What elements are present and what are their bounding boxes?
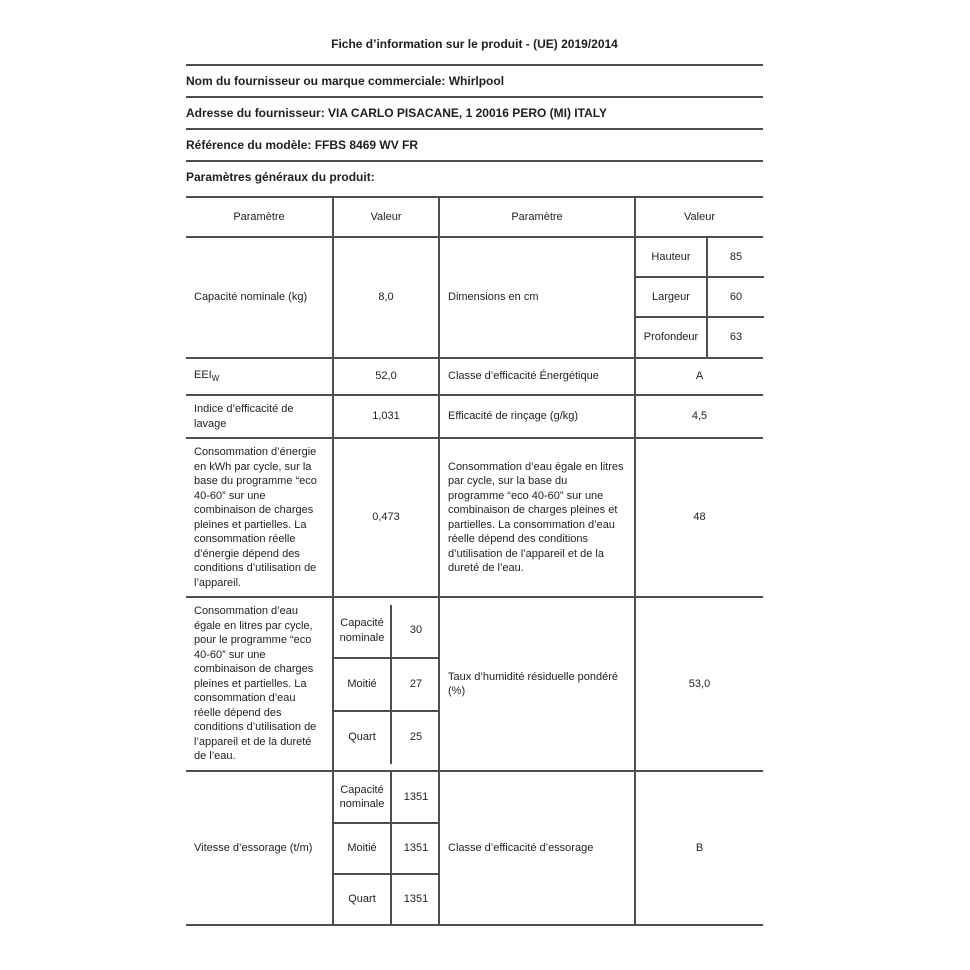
load-label: Capacité nominale (334, 605, 391, 658)
load-label: Capacité nominale (334, 772, 391, 823)
energy-consumption-label: Consommation d’énergie en kWh par cycle, sur la base du programme “eco 40-60” sur une combinaison de charges pleines et partielles. La consommation réelle d’énergie dépend des conditions d’utilisation de l’appareil. (186, 438, 333, 597)
eei-label-base: EEI (194, 369, 212, 382)
spin-class-label: Classe d’efficacité d’essorage (439, 771, 635, 925)
dimension-label: Hauteur (636, 238, 707, 277)
eei-label-subscript: W (211, 374, 220, 384)
load-label: Quart (334, 711, 391, 764)
wash-index-label: Indice d’efficacité de lavage (186, 395, 333, 438)
capacity-value: 8,0 (333, 237, 439, 358)
rinse-efficiency-value: 4,5 (635, 395, 763, 438)
doc-title: Fiche d’information sur le produit - (UE) 2019/2014 (186, 0, 763, 66)
water-per-load-label: Consommation d’eau égale en litres par cycle, pour le programme “eco 40-60” sur une combinaison de charges pleines et partielles. La consommation d’eau réelle dépend des conditions d’utilisation de l’appareil et de la dureté de l’eau. (186, 597, 333, 771)
load-row (334, 772, 440, 823)
load-row (334, 823, 440, 874)
energy-class-label: Classe d’efficacité Énergétique (439, 358, 635, 395)
table-header-row (186, 197, 763, 237)
row-wash-index (186, 395, 763, 438)
residual-humidity-value: 53,0 (635, 597, 763, 771)
dimensions-subtable-cell (635, 237, 763, 358)
row-spin-speed (186, 771, 763, 925)
spin-loads-subtable-cell (333, 771, 439, 925)
header-value-2: Valeur (635, 197, 763, 237)
wash-index-value: 1,031 (333, 395, 439, 438)
row-capacity-dimensions (186, 237, 763, 358)
spin-loads-subtable (334, 772, 440, 924)
header-value-1: Valeur (333, 197, 439, 237)
row-energy-water-consumption (186, 438, 763, 597)
section-heading: Paramètres généraux du produit: (186, 170, 375, 184)
dimension-row (636, 317, 764, 357)
load-value: 25 (391, 711, 440, 764)
load-value: 30 (391, 605, 440, 658)
dimension-label: Largeur (636, 277, 707, 317)
header-parameter-2: Paramètre (439, 197, 635, 237)
energy-class-value: A (635, 358, 763, 395)
residual-humidity-label: Taux d’humidité résiduelle pondéré (%) (439, 597, 635, 771)
energy-consumption-value: 0,473 (333, 438, 439, 597)
capacity-label: Capacité nominale (kg) (186, 237, 333, 358)
dimension-value: 63 (707, 317, 764, 357)
address-line: Adresse du fournisseur: VIA CARLO PISACANE, 1 20016 PERO (MI) ITALY (186, 98, 763, 130)
load-row (334, 711, 440, 764)
water-consumption-label: Consommation d’eau égale en litres par cycle, sur la base du programme “eco 40-60” sur une combinaison de charges pleines et partielles. La consommation d’eau réelle dépend des conditions d’utilisation de l’appareil et de la dureté de l’eau. (439, 438, 635, 597)
eei-value: 52,0 (333, 358, 439, 395)
water-consumption-value: 48 (635, 438, 763, 597)
header-parameter-1: Paramètre (186, 197, 333, 237)
load-row (334, 874, 440, 924)
supplier-line: Nom du fournisseur ou marque commerciale: Whirlpool (186, 66, 763, 98)
eei-label (186, 358, 333, 395)
load-value: 1351 (391, 772, 440, 823)
dimension-row (636, 277, 764, 317)
parameters-table (186, 196, 763, 926)
dimension-value: 85 (707, 238, 764, 277)
product-fiche (186, 0, 763, 926)
dimension-row (636, 238, 764, 277)
dimension-value: 60 (707, 277, 764, 317)
spin-class-value: B (635, 771, 763, 925)
load-value: 1351 (391, 823, 440, 874)
load-value: 27 (391, 658, 440, 711)
row-eei (186, 358, 763, 395)
model-line: Référence du modèle: FFBS 8469 WV FR (186, 130, 763, 162)
row-water-per-load (186, 597, 763, 771)
load-row (334, 658, 440, 711)
load-label: Moitié (334, 658, 391, 711)
load-row (334, 605, 440, 658)
spin-speed-label: Vitesse d’essorage (t/m) (186, 771, 333, 925)
dimensions-subtable (636, 238, 764, 357)
water-loads-subtable-cell (333, 597, 439, 771)
load-value: 1351 (391, 874, 440, 924)
dimension-label: Profondeur (636, 317, 707, 357)
load-label: Quart (334, 874, 391, 924)
water-loads-subtable (334, 605, 440, 764)
rinse-efficiency-label: Efficacité de rinçage (g/kg) (439, 395, 635, 438)
load-label: Moitié (334, 823, 391, 874)
dimensions-label: Dimensions en cm (439, 237, 635, 358)
